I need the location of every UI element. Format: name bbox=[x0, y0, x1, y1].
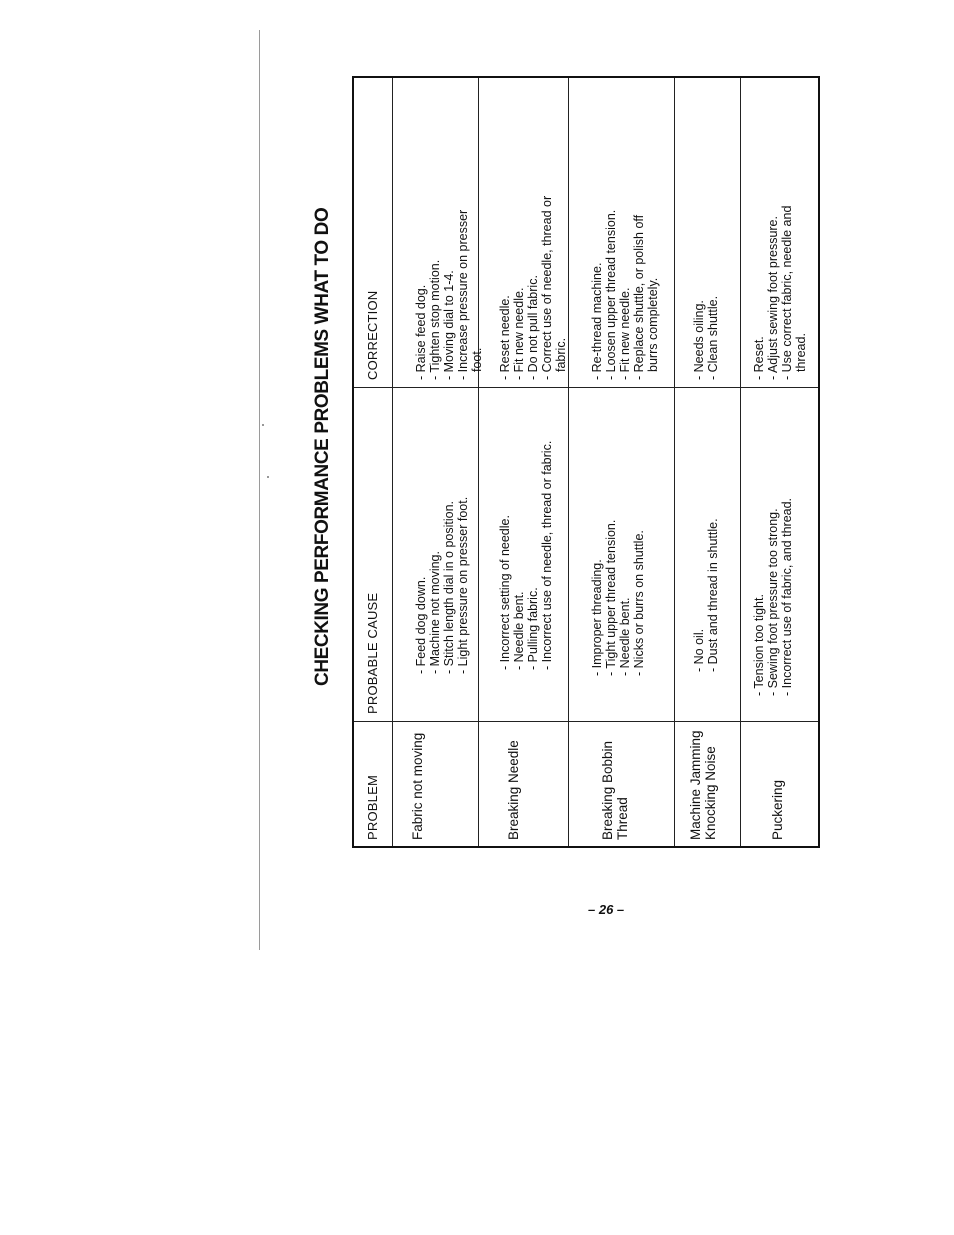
list-item: - Needs oiling. bbox=[692, 194, 706, 380]
list-item: - Incorrect use of fabric, and thread. bbox=[780, 466, 794, 696]
header-probable-cause: PROBABLE CAUSE bbox=[365, 592, 380, 714]
scan-speck bbox=[262, 424, 264, 426]
header-divider bbox=[392, 78, 393, 846]
cause-list bbox=[752, 466, 794, 696]
list-item: - Clean shuttle. bbox=[706, 194, 720, 380]
row-divider bbox=[740, 78, 741, 846]
list-item: - Use correct fabric, needle and thread. bbox=[780, 170, 808, 380]
row-divider bbox=[568, 78, 569, 846]
problem-fabric-not-moving: Fabric not moving bbox=[410, 732, 425, 840]
header-problem: PROBLEM bbox=[365, 775, 380, 840]
problem-breaking-bobbin-thread: Breaking Bobbin Thread bbox=[600, 740, 630, 840]
correction-list bbox=[692, 194, 720, 380]
list-item: - Improper threading. bbox=[590, 426, 604, 676]
list-item: - Tension too tight. bbox=[752, 466, 766, 696]
column-divider bbox=[354, 721, 818, 722]
list-item: - Loosen upper thread tension. bbox=[604, 184, 618, 380]
list-item: - Light pressure on presser foot. bbox=[456, 414, 470, 674]
list-item: - Fit new needle. bbox=[618, 184, 632, 380]
list-item: - Increase pressure on presser foot. bbox=[456, 190, 484, 380]
list-item: - Raise feed dog. bbox=[414, 190, 428, 380]
list-item: - Moving dial to 1-4. bbox=[442, 190, 456, 380]
list-item: - Pulling fabric. bbox=[526, 408, 540, 670]
list-item: - Needle bent. bbox=[618, 426, 632, 676]
list-item: - Machine not moving. bbox=[428, 414, 442, 674]
list-item: - Stitch length dial in o position. bbox=[442, 414, 456, 674]
list-item: - Correct use of needle, thread or fabric. bbox=[540, 194, 568, 380]
list-item: - No oil. bbox=[692, 422, 706, 672]
list-item: - Reset needle. bbox=[498, 194, 512, 380]
page-binding-line bbox=[259, 30, 260, 950]
list-item: - Fit new needle. bbox=[512, 194, 526, 380]
problem-puckering: Puckering bbox=[770, 779, 785, 840]
scan-speck bbox=[267, 476, 269, 478]
column-divider bbox=[354, 387, 818, 388]
page-number: – 26 – bbox=[588, 902, 625, 917]
rotated-page-content bbox=[310, 76, 810, 848]
list-item: - Incorrect setting of needle. bbox=[498, 408, 512, 670]
page-title: CHECKING PERFORMANCE PROBLEMS WHAT TO DO bbox=[312, 207, 333, 686]
correction-list bbox=[590, 184, 660, 380]
list-item: - Do not pull fabric. bbox=[526, 194, 540, 380]
troubleshooting-table bbox=[352, 76, 820, 848]
cause-list bbox=[692, 422, 720, 672]
list-item: - Feed dog down. bbox=[414, 414, 428, 674]
header-correction: CORRECTION bbox=[365, 290, 380, 380]
list-item: - Re-thread machine. bbox=[590, 184, 604, 380]
problem-breaking-needle: Breaking Needle bbox=[506, 740, 521, 840]
problem-machine-jamming: Machine Jamming Knocking Noise bbox=[688, 730, 718, 840]
row-divider bbox=[674, 78, 675, 846]
list-item: - Sewing foot pressure too strong. bbox=[766, 466, 780, 696]
correction-list bbox=[498, 194, 568, 380]
correction-list bbox=[752, 170, 808, 380]
list-item: - Tighten stop motion. bbox=[428, 190, 442, 380]
list-item: - Adjust sewing foot pressure. bbox=[766, 170, 780, 380]
list-item: - Reset. bbox=[752, 170, 766, 380]
list-item: - Replace shuttle, or polish off burrs completely. bbox=[632, 184, 660, 380]
list-item: - Dust and thread in shuttle. bbox=[706, 422, 720, 672]
cause-list bbox=[414, 414, 470, 674]
correction-list bbox=[414, 190, 484, 380]
list-item: - Nicks or burrs on shuttle. bbox=[632, 426, 646, 676]
list-item: - Incorrect use of needle, thread or fabric. bbox=[540, 408, 554, 670]
cause-list bbox=[498, 408, 554, 670]
cause-list bbox=[590, 426, 646, 676]
list-item: - Needle bent. bbox=[512, 408, 526, 670]
list-item: - Tight upper thread tension. bbox=[604, 426, 618, 676]
